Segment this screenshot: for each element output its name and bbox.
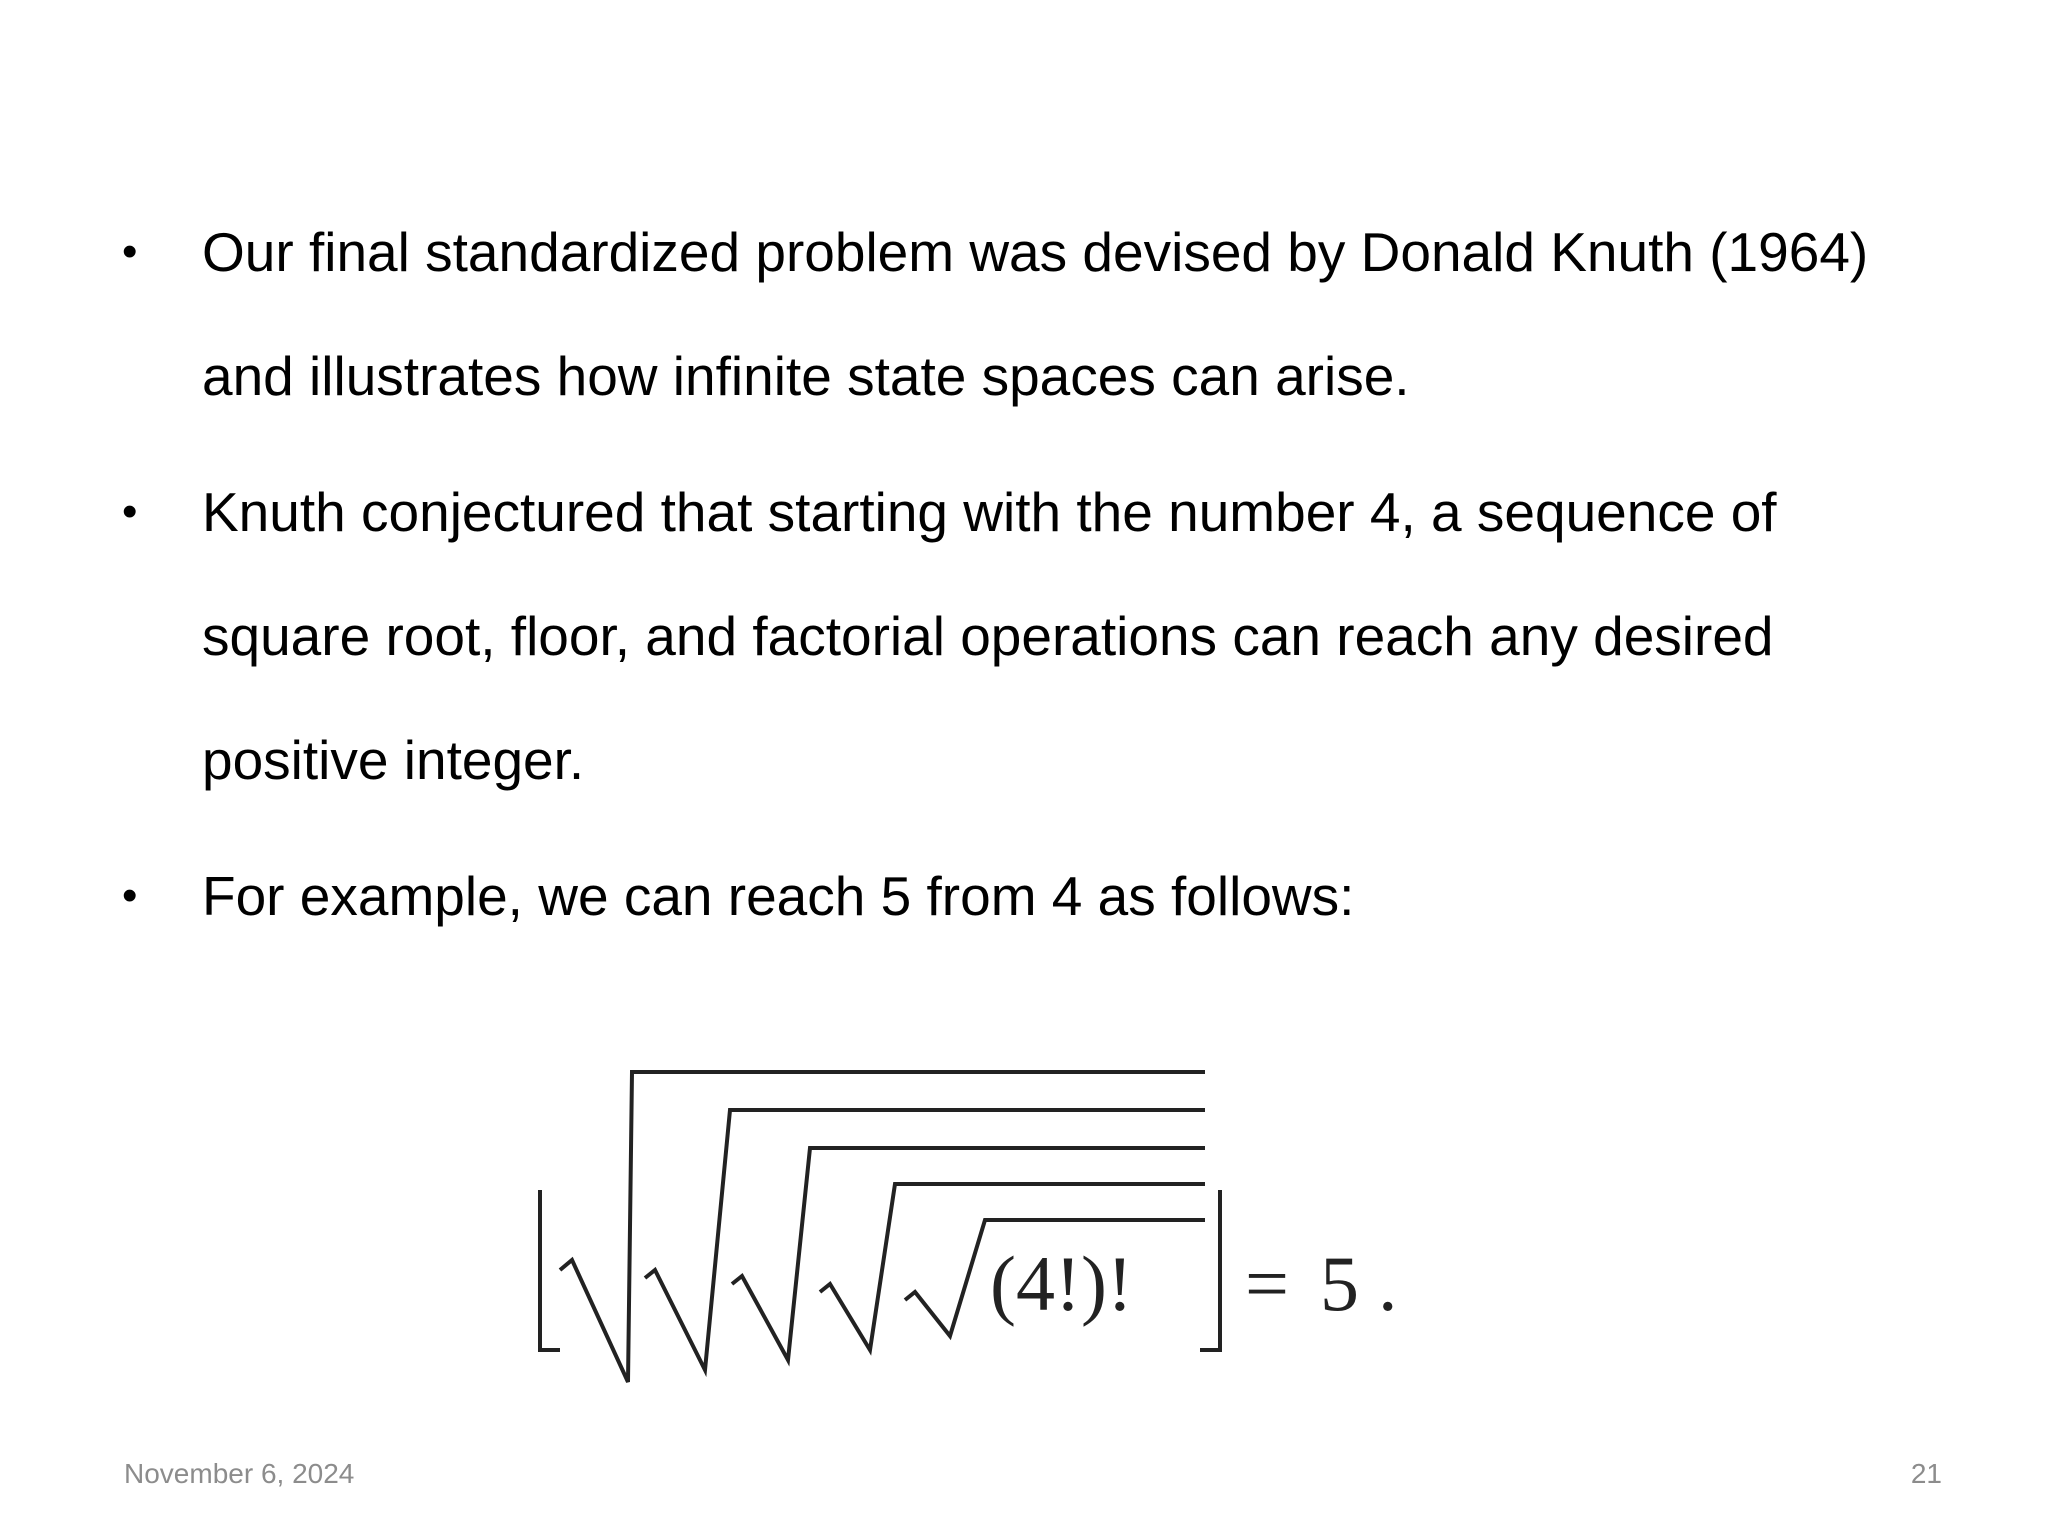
bullet-item xyxy=(122,834,1942,958)
page-number: 21 xyxy=(1910,1458,1942,1489)
formula-equals: = xyxy=(1245,1240,1289,1327)
bullet-text: Knuth conjectured that starting with the number 4, a sequence of square root, floor, and factorial operations can reach any desired positive integer. xyxy=(202,481,1777,791)
knuth-formula xyxy=(520,1060,1460,1400)
left-floor-bracket xyxy=(540,1190,560,1350)
radical-sign-3 xyxy=(732,1148,1205,1360)
formula-period: . xyxy=(1378,1240,1398,1327)
bullet-text: Our final standardized problem was devised by Donald Knuth (1964) and illustrates how infinite state spaces can arise. xyxy=(202,221,1869,407)
right-floor-bracket xyxy=(1200,1190,1220,1350)
bullet-text: For example, we can reach 5 from 4 as follows: xyxy=(202,865,1355,927)
radical-sign-1 xyxy=(560,1072,1205,1382)
bullet-item xyxy=(122,190,1942,438)
bullet-item xyxy=(122,450,1942,822)
bullet-dot-icon: • xyxy=(122,227,138,276)
bullet-list xyxy=(122,190,1942,970)
formula-inner-expression: (4!)! xyxy=(990,1240,1133,1327)
bullet-dot-icon: • xyxy=(122,487,138,536)
formula-result: 5 xyxy=(1320,1240,1359,1327)
bullet-dot-icon: • xyxy=(122,871,138,920)
footer-date: November 6, 2024 xyxy=(124,1458,355,1489)
